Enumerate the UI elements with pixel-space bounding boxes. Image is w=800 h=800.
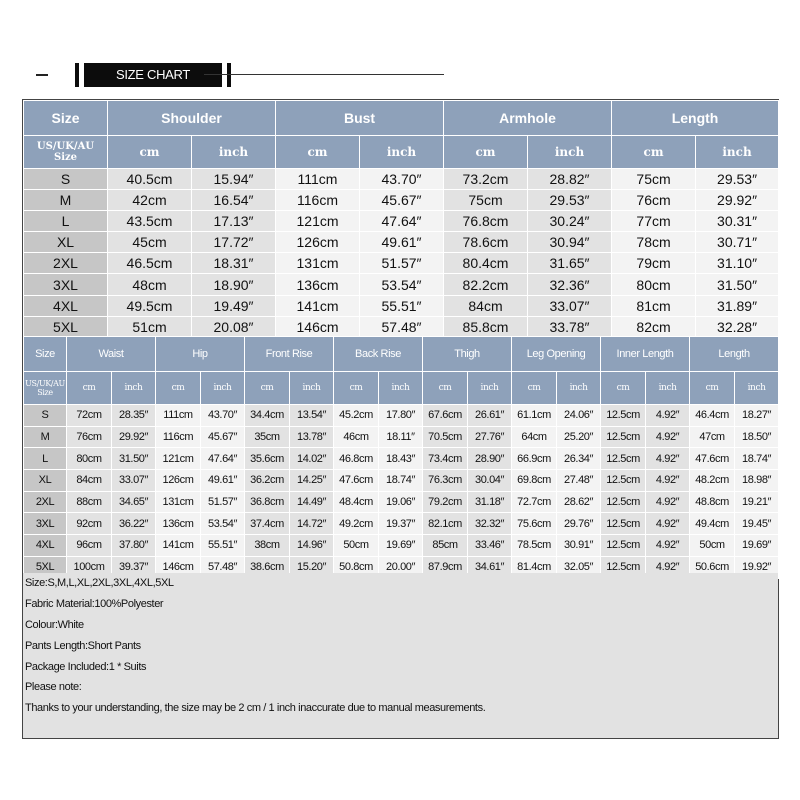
measure-cell: 30.91″ xyxy=(557,535,601,557)
table-row xyxy=(24,211,779,232)
group-header: Inner Length xyxy=(601,337,690,372)
measure-cell: 12.5cm xyxy=(601,513,646,535)
measure-cell: 31.50″ xyxy=(696,274,779,295)
size-header: Size xyxy=(24,337,67,372)
note-line: Please note: xyxy=(25,681,82,694)
measure-cell: 18.11″ xyxy=(379,426,423,448)
unit-header: inch xyxy=(528,136,612,169)
measure-cell: 31.18″ xyxy=(468,491,512,513)
unit-header: cm xyxy=(423,372,468,405)
measure-cell: 67.6cm xyxy=(423,405,468,427)
size-cell: 3XL xyxy=(24,513,67,535)
unit-header-row xyxy=(24,372,779,405)
group-header: Length xyxy=(690,337,779,372)
table-row xyxy=(24,535,779,557)
unit-header: cm xyxy=(108,136,192,169)
measure-cell: 46cm xyxy=(334,426,379,448)
unit-header: cm xyxy=(276,136,360,169)
unit-header: cm xyxy=(67,372,112,405)
table-row xyxy=(24,405,779,427)
unit-header: inch xyxy=(290,372,334,405)
measure-cell: 49.61″ xyxy=(360,232,444,253)
measure-cell: 38cm xyxy=(245,535,290,557)
measure-cell: 30.31″ xyxy=(696,211,779,232)
size-cell: 2XL xyxy=(24,491,67,513)
measure-cell: 12.5cm xyxy=(601,470,646,492)
measure-cell: 81cm xyxy=(612,295,696,316)
measure-cell: 72.7cm xyxy=(512,491,557,513)
top-size-table xyxy=(23,100,779,338)
measure-cell: 81.4cm xyxy=(512,556,557,578)
size-subheader-line: Size xyxy=(53,152,78,163)
size-cell: 2XL xyxy=(24,253,108,274)
size-subheader xyxy=(24,136,108,169)
measure-cell: 47cm xyxy=(690,426,735,448)
size-cell: 4XL xyxy=(24,295,108,316)
measure-cell: 36.22″ xyxy=(112,513,156,535)
size-cell: S xyxy=(24,169,108,190)
measure-cell: 50.6cm xyxy=(690,556,735,578)
measure-cell: 34.4cm xyxy=(245,405,290,427)
measure-cell: 33.46″ xyxy=(468,535,512,557)
table-row xyxy=(24,316,779,337)
measure-cell: 45cm xyxy=(108,232,192,253)
group-header: Thigh xyxy=(423,337,512,372)
bottom-size-table xyxy=(23,336,779,579)
measure-cell: 53.54″ xyxy=(201,513,245,535)
note-line: Package Included:1 * Suits xyxy=(25,660,147,673)
unit-header: cm xyxy=(612,136,696,169)
measure-cell: 18.90″ xyxy=(192,274,276,295)
unit-header: cm xyxy=(512,372,557,405)
group-header-row xyxy=(24,337,779,372)
measure-cell: 32.32″ xyxy=(468,513,512,535)
measure-cell: 4.92″ xyxy=(646,448,690,470)
measure-cell: 29.92″ xyxy=(112,426,156,448)
measure-cell: 49.61″ xyxy=(201,470,245,492)
measure-cell: 32.28″ xyxy=(696,316,779,337)
size-cell: M xyxy=(24,426,67,448)
unit-header: inch xyxy=(468,372,512,405)
measure-cell: 4.92″ xyxy=(646,405,690,427)
measure-cell: 121cm xyxy=(276,211,360,232)
measure-cell: 70.5cm xyxy=(423,426,468,448)
measure-cell: 37.80″ xyxy=(112,535,156,557)
measure-cell: 4.92″ xyxy=(646,513,690,535)
measure-cell: 19.69″ xyxy=(735,535,779,557)
measure-cell: 26.61″ xyxy=(468,405,512,427)
measure-cell: 4.92″ xyxy=(646,470,690,492)
measure-cell: 40.5cm xyxy=(108,169,192,190)
measure-cell: 18.31″ xyxy=(192,253,276,274)
measure-cell: 45.67″ xyxy=(360,190,444,211)
measure-cell: 77cm xyxy=(612,211,696,232)
measure-cell: 47.64″ xyxy=(360,211,444,232)
measure-cell: 43.70″ xyxy=(201,405,245,427)
measure-cell: 79.2cm xyxy=(423,491,468,513)
measure-cell: 31.65″ xyxy=(528,253,612,274)
measure-cell: 73.4cm xyxy=(423,448,468,470)
measure-cell: 33.78″ xyxy=(528,316,612,337)
measure-cell: 73.2cm xyxy=(444,169,528,190)
measure-cell: 18.74″ xyxy=(379,470,423,492)
measure-cell: 14.96″ xyxy=(290,535,334,557)
measure-cell: 31.89″ xyxy=(696,295,779,316)
measure-cell: 15.94″ xyxy=(192,169,276,190)
measure-cell: 50.8cm xyxy=(334,556,379,578)
unit-header: cm xyxy=(156,372,201,405)
size-subheader xyxy=(24,372,67,405)
table-row xyxy=(24,491,779,513)
note-line: Fabric Material:100%Polyester xyxy=(25,597,164,610)
measure-cell: 38.6cm xyxy=(245,556,290,578)
note-line: Thanks to your understanding, the size may be 2 cm / 1 inch inaccurate due to manual measurements. xyxy=(25,702,486,715)
header-dash xyxy=(36,74,48,76)
measure-cell: 12.5cm xyxy=(601,426,646,448)
measure-cell: 28.90″ xyxy=(468,448,512,470)
size-cell: 3XL xyxy=(24,274,108,295)
table-row xyxy=(24,513,779,535)
measure-cell: 28.35″ xyxy=(112,405,156,427)
note-line: Pants Length:Short Pants xyxy=(25,639,141,652)
measure-cell: 79cm xyxy=(612,253,696,274)
measure-cell: 36.8cm xyxy=(245,491,290,513)
group-header: Hip xyxy=(156,337,245,372)
measure-cell: 82.2cm xyxy=(444,274,528,295)
measure-cell: 4.92″ xyxy=(646,426,690,448)
measure-cell: 4.92″ xyxy=(646,491,690,513)
measure-cell: 18.43″ xyxy=(379,448,423,470)
measure-cell: 35.6cm xyxy=(245,448,290,470)
measure-cell: 13.78″ xyxy=(290,426,334,448)
measure-cell: 26.34″ xyxy=(557,448,601,470)
measure-cell: 29.53″ xyxy=(528,190,612,211)
measure-cell: 30.04″ xyxy=(468,470,512,492)
measure-cell: 31.50″ xyxy=(112,448,156,470)
group-header: Shoulder xyxy=(108,101,276,136)
unit-header: cm xyxy=(444,136,528,169)
measure-cell: 111cm xyxy=(156,405,201,427)
measure-cell: 146cm xyxy=(276,316,360,337)
measure-cell: 18.27″ xyxy=(735,405,779,427)
measure-cell: 84cm xyxy=(67,470,112,492)
group-header: Leg Opening xyxy=(512,337,601,372)
measure-cell: 18.98″ xyxy=(735,470,779,492)
measure-cell: 43.5cm xyxy=(108,211,192,232)
measure-cell: 131cm xyxy=(276,253,360,274)
measure-cell: 18.50″ xyxy=(735,426,779,448)
measure-cell: 37.4cm xyxy=(245,513,290,535)
size-header: Size xyxy=(24,101,108,136)
measure-cell: 55.51″ xyxy=(201,535,245,557)
measure-cell: 75.6cm xyxy=(512,513,557,535)
size-chart-header xyxy=(36,60,456,90)
size-subheader-line: US/UK/AU xyxy=(25,379,65,388)
measure-cell: 48.4cm xyxy=(334,491,379,513)
table-row xyxy=(24,190,779,211)
measure-cell: 12.5cm xyxy=(601,448,646,470)
size-cell: 5XL xyxy=(24,556,67,578)
unit-header: cm xyxy=(334,372,379,405)
measure-cell: 82cm xyxy=(612,316,696,337)
measure-cell: 14.02″ xyxy=(290,448,334,470)
measure-cell: 18.74″ xyxy=(735,448,779,470)
measure-cell: 49.5cm xyxy=(108,295,192,316)
measure-cell: 36.2cm xyxy=(245,470,290,492)
measure-cell: 46.8cm xyxy=(334,448,379,470)
measure-cell: 27.48″ xyxy=(557,470,601,492)
measure-cell: 57.48″ xyxy=(201,556,245,578)
measure-cell: 100cm xyxy=(67,556,112,578)
measure-cell: 14.72″ xyxy=(290,513,334,535)
measure-cell: 14.49″ xyxy=(290,491,334,513)
measure-cell: 75cm xyxy=(612,169,696,190)
measure-cell: 51.57″ xyxy=(360,253,444,274)
measure-cell: 116cm xyxy=(156,426,201,448)
measure-cell: 126cm xyxy=(156,470,201,492)
measure-cell: 35cm xyxy=(245,426,290,448)
unit-header: inch xyxy=(379,372,423,405)
measure-cell: 49.4cm xyxy=(690,513,735,535)
note-line: Colour:White xyxy=(25,618,84,631)
table-row xyxy=(24,448,779,470)
measure-cell: 43.70″ xyxy=(360,169,444,190)
table-row xyxy=(24,274,779,295)
unit-header: inch xyxy=(696,136,779,169)
measure-cell: 29.53″ xyxy=(696,169,779,190)
measure-cell: 19.37″ xyxy=(379,513,423,535)
measure-cell: 96cm xyxy=(67,535,112,557)
measure-cell: 19.06″ xyxy=(379,491,423,513)
size-cell: M xyxy=(24,190,108,211)
group-header: Bust xyxy=(276,101,444,136)
measure-cell: 12.5cm xyxy=(601,535,646,557)
measure-cell: 141cm xyxy=(276,295,360,316)
measure-cell: 55.51″ xyxy=(360,295,444,316)
measure-cell: 111cm xyxy=(276,169,360,190)
measure-cell: 28.82″ xyxy=(528,169,612,190)
size-cell: 5XL xyxy=(24,316,108,337)
measure-cell: 34.65″ xyxy=(112,491,156,513)
measure-cell: 19.45″ xyxy=(735,513,779,535)
table-row xyxy=(24,295,779,316)
measure-cell: 15.20″ xyxy=(290,556,334,578)
measure-cell: 53.54″ xyxy=(360,274,444,295)
measure-cell: 20.00″ xyxy=(379,556,423,578)
measure-cell: 76.3cm xyxy=(423,470,468,492)
unit-header: cm xyxy=(245,372,290,405)
measure-cell: 16.54″ xyxy=(192,190,276,211)
measure-cell: 57.48″ xyxy=(360,316,444,337)
measure-cell: 76cm xyxy=(67,426,112,448)
measure-cell: 78cm xyxy=(612,232,696,253)
measure-cell: 136cm xyxy=(156,513,201,535)
measure-cell: 85cm xyxy=(423,535,468,557)
measure-cell: 46.5cm xyxy=(108,253,192,274)
measure-cell: 80.4cm xyxy=(444,253,528,274)
measure-cell: 78.6cm xyxy=(444,232,528,253)
unit-header: inch xyxy=(735,372,779,405)
table-row xyxy=(24,169,779,190)
measure-cell: 12.5cm xyxy=(601,556,646,578)
table-row xyxy=(24,470,779,492)
product-notes xyxy=(23,573,778,738)
measure-cell: 48.8cm xyxy=(690,491,735,513)
measure-cell: 12.5cm xyxy=(601,405,646,427)
measure-cell: 47.64″ xyxy=(201,448,245,470)
measure-cell: 27.76″ xyxy=(468,426,512,448)
measure-cell: 141cm xyxy=(156,535,201,557)
header-rule xyxy=(204,74,444,75)
measure-cell: 85.8cm xyxy=(444,316,528,337)
measure-cell: 33.07″ xyxy=(112,470,156,492)
measure-cell: 29.76″ xyxy=(557,513,601,535)
measure-cell: 17.13″ xyxy=(192,211,276,232)
measure-cell: 39.37″ xyxy=(112,556,156,578)
table-row xyxy=(24,426,779,448)
measure-cell: 76cm xyxy=(612,190,696,211)
table-row xyxy=(24,253,779,274)
measure-cell: 88cm xyxy=(67,491,112,513)
measure-cell: 32.05″ xyxy=(557,556,601,578)
unit-header: inch xyxy=(646,372,690,405)
unit-header: inch xyxy=(360,136,444,169)
measure-cell: 78.5cm xyxy=(512,535,557,557)
measure-cell: 72cm xyxy=(67,405,112,427)
size-chart-title: SIZE CHART xyxy=(84,63,222,87)
measure-cell: 19.92″ xyxy=(735,556,779,578)
measure-cell: 29.92″ xyxy=(696,190,779,211)
measure-cell: 47.6cm xyxy=(334,470,379,492)
measure-cell: 45.2cm xyxy=(334,405,379,427)
group-header: Back Rise xyxy=(334,337,423,372)
unit-header: inch xyxy=(112,372,156,405)
measure-cell: 14.25″ xyxy=(290,470,334,492)
size-cell: L xyxy=(24,448,67,470)
measure-cell: 33.07″ xyxy=(528,295,612,316)
measure-cell: 80cm xyxy=(612,274,696,295)
measure-cell: 13.54″ xyxy=(290,405,334,427)
measure-cell: 24.06″ xyxy=(557,405,601,427)
size-cell: L xyxy=(24,211,108,232)
size-cell: XL xyxy=(24,232,108,253)
measure-cell: 47.6cm xyxy=(690,448,735,470)
measure-cell: 17.80″ xyxy=(379,405,423,427)
measure-cell: 48cm xyxy=(108,274,192,295)
measure-cell: 82.1cm xyxy=(423,513,468,535)
measure-cell: 17.72″ xyxy=(192,232,276,253)
measure-cell: 51cm xyxy=(108,316,192,337)
measure-cell: 80cm xyxy=(67,448,112,470)
measure-cell: 25.20″ xyxy=(557,426,601,448)
measure-cell: 84cm xyxy=(444,295,528,316)
group-header: Front Rise xyxy=(245,337,334,372)
measure-cell: 4.92″ xyxy=(646,556,690,578)
group-header: Armhole xyxy=(444,101,612,136)
size-subheader-line: Size xyxy=(37,388,53,397)
measure-cell: 34.61″ xyxy=(468,556,512,578)
group-header: Length xyxy=(612,101,779,136)
measure-cell: 92cm xyxy=(67,513,112,535)
measure-cell: 64cm xyxy=(512,426,557,448)
measure-cell: 12.5cm xyxy=(601,491,646,513)
measure-cell: 19.21″ xyxy=(735,491,779,513)
measure-cell: 46.4cm xyxy=(690,405,735,427)
group-header: Waist xyxy=(67,337,156,372)
measure-cell: 19.49″ xyxy=(192,295,276,316)
unit-header: inch xyxy=(192,136,276,169)
unit-header: inch xyxy=(201,372,245,405)
table-row xyxy=(24,232,779,253)
measure-cell: 30.71″ xyxy=(696,232,779,253)
measure-cell: 42cm xyxy=(108,190,192,211)
measure-cell: 69.8cm xyxy=(512,470,557,492)
unit-header: cm xyxy=(690,372,735,405)
measure-cell: 32.36″ xyxy=(528,274,612,295)
measure-cell: 131cm xyxy=(156,491,201,513)
size-cell: 4XL xyxy=(24,535,67,557)
unit-header-row xyxy=(24,136,779,169)
measure-cell: 48.2cm xyxy=(690,470,735,492)
unit-header: cm xyxy=(601,372,646,405)
measure-cell: 30.24″ xyxy=(528,211,612,232)
measure-cell: 51.57″ xyxy=(201,491,245,513)
measure-cell: 49.2cm xyxy=(334,513,379,535)
measure-cell: 4.92″ xyxy=(646,535,690,557)
measure-cell: 136cm xyxy=(276,274,360,295)
measure-cell: 50cm xyxy=(690,535,735,557)
size-cell: XL xyxy=(24,470,67,492)
measure-cell: 45.67″ xyxy=(201,426,245,448)
measure-cell: 121cm xyxy=(156,448,201,470)
measure-cell: 20.08″ xyxy=(192,316,276,337)
measure-cell: 19.69″ xyxy=(379,535,423,557)
measure-cell: 66.9cm xyxy=(512,448,557,470)
measure-cell: 30.94″ xyxy=(528,232,612,253)
measure-cell: 50cm xyxy=(334,535,379,557)
measure-cell: 61.1cm xyxy=(512,405,557,427)
measure-cell: 75cm xyxy=(444,190,528,211)
measure-cell: 87.9cm xyxy=(423,556,468,578)
measure-cell: 76.8cm xyxy=(444,211,528,232)
measure-cell: 31.10″ xyxy=(696,253,779,274)
note-line: Size:S,M,L,XL,2XL,3XL,4XL,5XL xyxy=(25,577,174,589)
size-cell: S xyxy=(24,405,67,427)
size-subheader-line: US/UK/AU xyxy=(36,141,95,152)
measure-cell: 126cm xyxy=(276,232,360,253)
group-header-row xyxy=(24,101,779,136)
measure-cell: 146cm xyxy=(156,556,201,578)
measure-cell: 28.62″ xyxy=(557,491,601,513)
unit-header: inch xyxy=(557,372,601,405)
measure-cell: 116cm xyxy=(276,190,360,211)
